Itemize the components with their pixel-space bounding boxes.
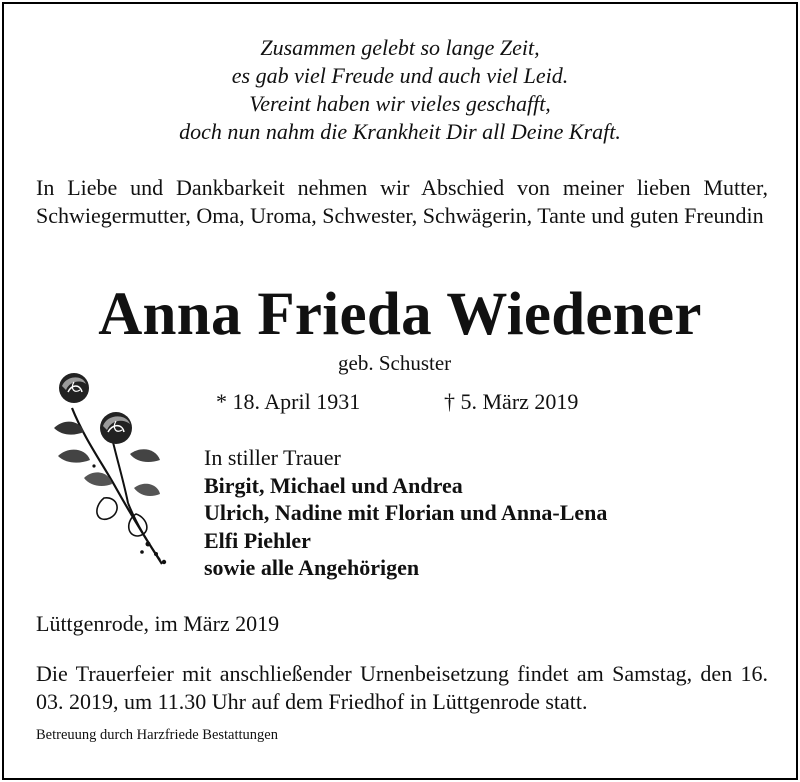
poem bbox=[4, 34, 796, 146]
place-date: Lüttgenrode, im März 2019 bbox=[36, 611, 280, 636]
mourner-name: Birgit, Michael und Andrea bbox=[204, 472, 463, 498]
undertaker-credit: Betreuung durch Harzfriede Bestattungen bbox=[36, 727, 278, 743]
mourner-name: sowie alle Angehörigen bbox=[204, 555, 420, 580]
mourners-block bbox=[204, 444, 607, 582]
birth-date: * 18. April 1931 bbox=[216, 389, 361, 414]
funeral-info: Die Trauerfeier mit anschließender Urnenbeisetzung findet am Samstag, den 16. 03. 2019, um 11.30 Uhr auf dem Friedhof in Lüttgenrode statt. bbox=[36, 661, 768, 714]
poem-line: doch nun nahm die Krankheit Dir all Deine Kraft. bbox=[179, 119, 621, 144]
poem-line: es gab viel Freude und auch viel Leid. bbox=[231, 63, 569, 88]
deceased-name: Anna Frieda Wiedener bbox=[98, 281, 702, 348]
poem-line: Vereint haben wir vieles geschafft, bbox=[249, 91, 551, 116]
mourner-name: Ulrich, Nadine mit Florian und Anna-Lena bbox=[204, 500, 608, 525]
intro-text: In Liebe und Dankbarkeit nehmen wir Abschied von meiner lieben Mutter, Schwiegermutter, Oma, Uroma, Schwester, Schwägerin, Tante und guten Freundin bbox=[36, 175, 768, 228]
death-date: † 5. März 2019 bbox=[444, 389, 579, 414]
poem-line: Zusammen gelebt so lange Zeit, bbox=[260, 35, 540, 60]
obituary-notice bbox=[2, 2, 798, 780]
mourner-name: Elfi Piehler bbox=[204, 527, 311, 553]
roses-icon bbox=[44, 368, 169, 568]
mourners-heading: In stiller Trauer bbox=[204, 445, 341, 470]
maiden-name: geb. Schuster bbox=[338, 351, 452, 375]
